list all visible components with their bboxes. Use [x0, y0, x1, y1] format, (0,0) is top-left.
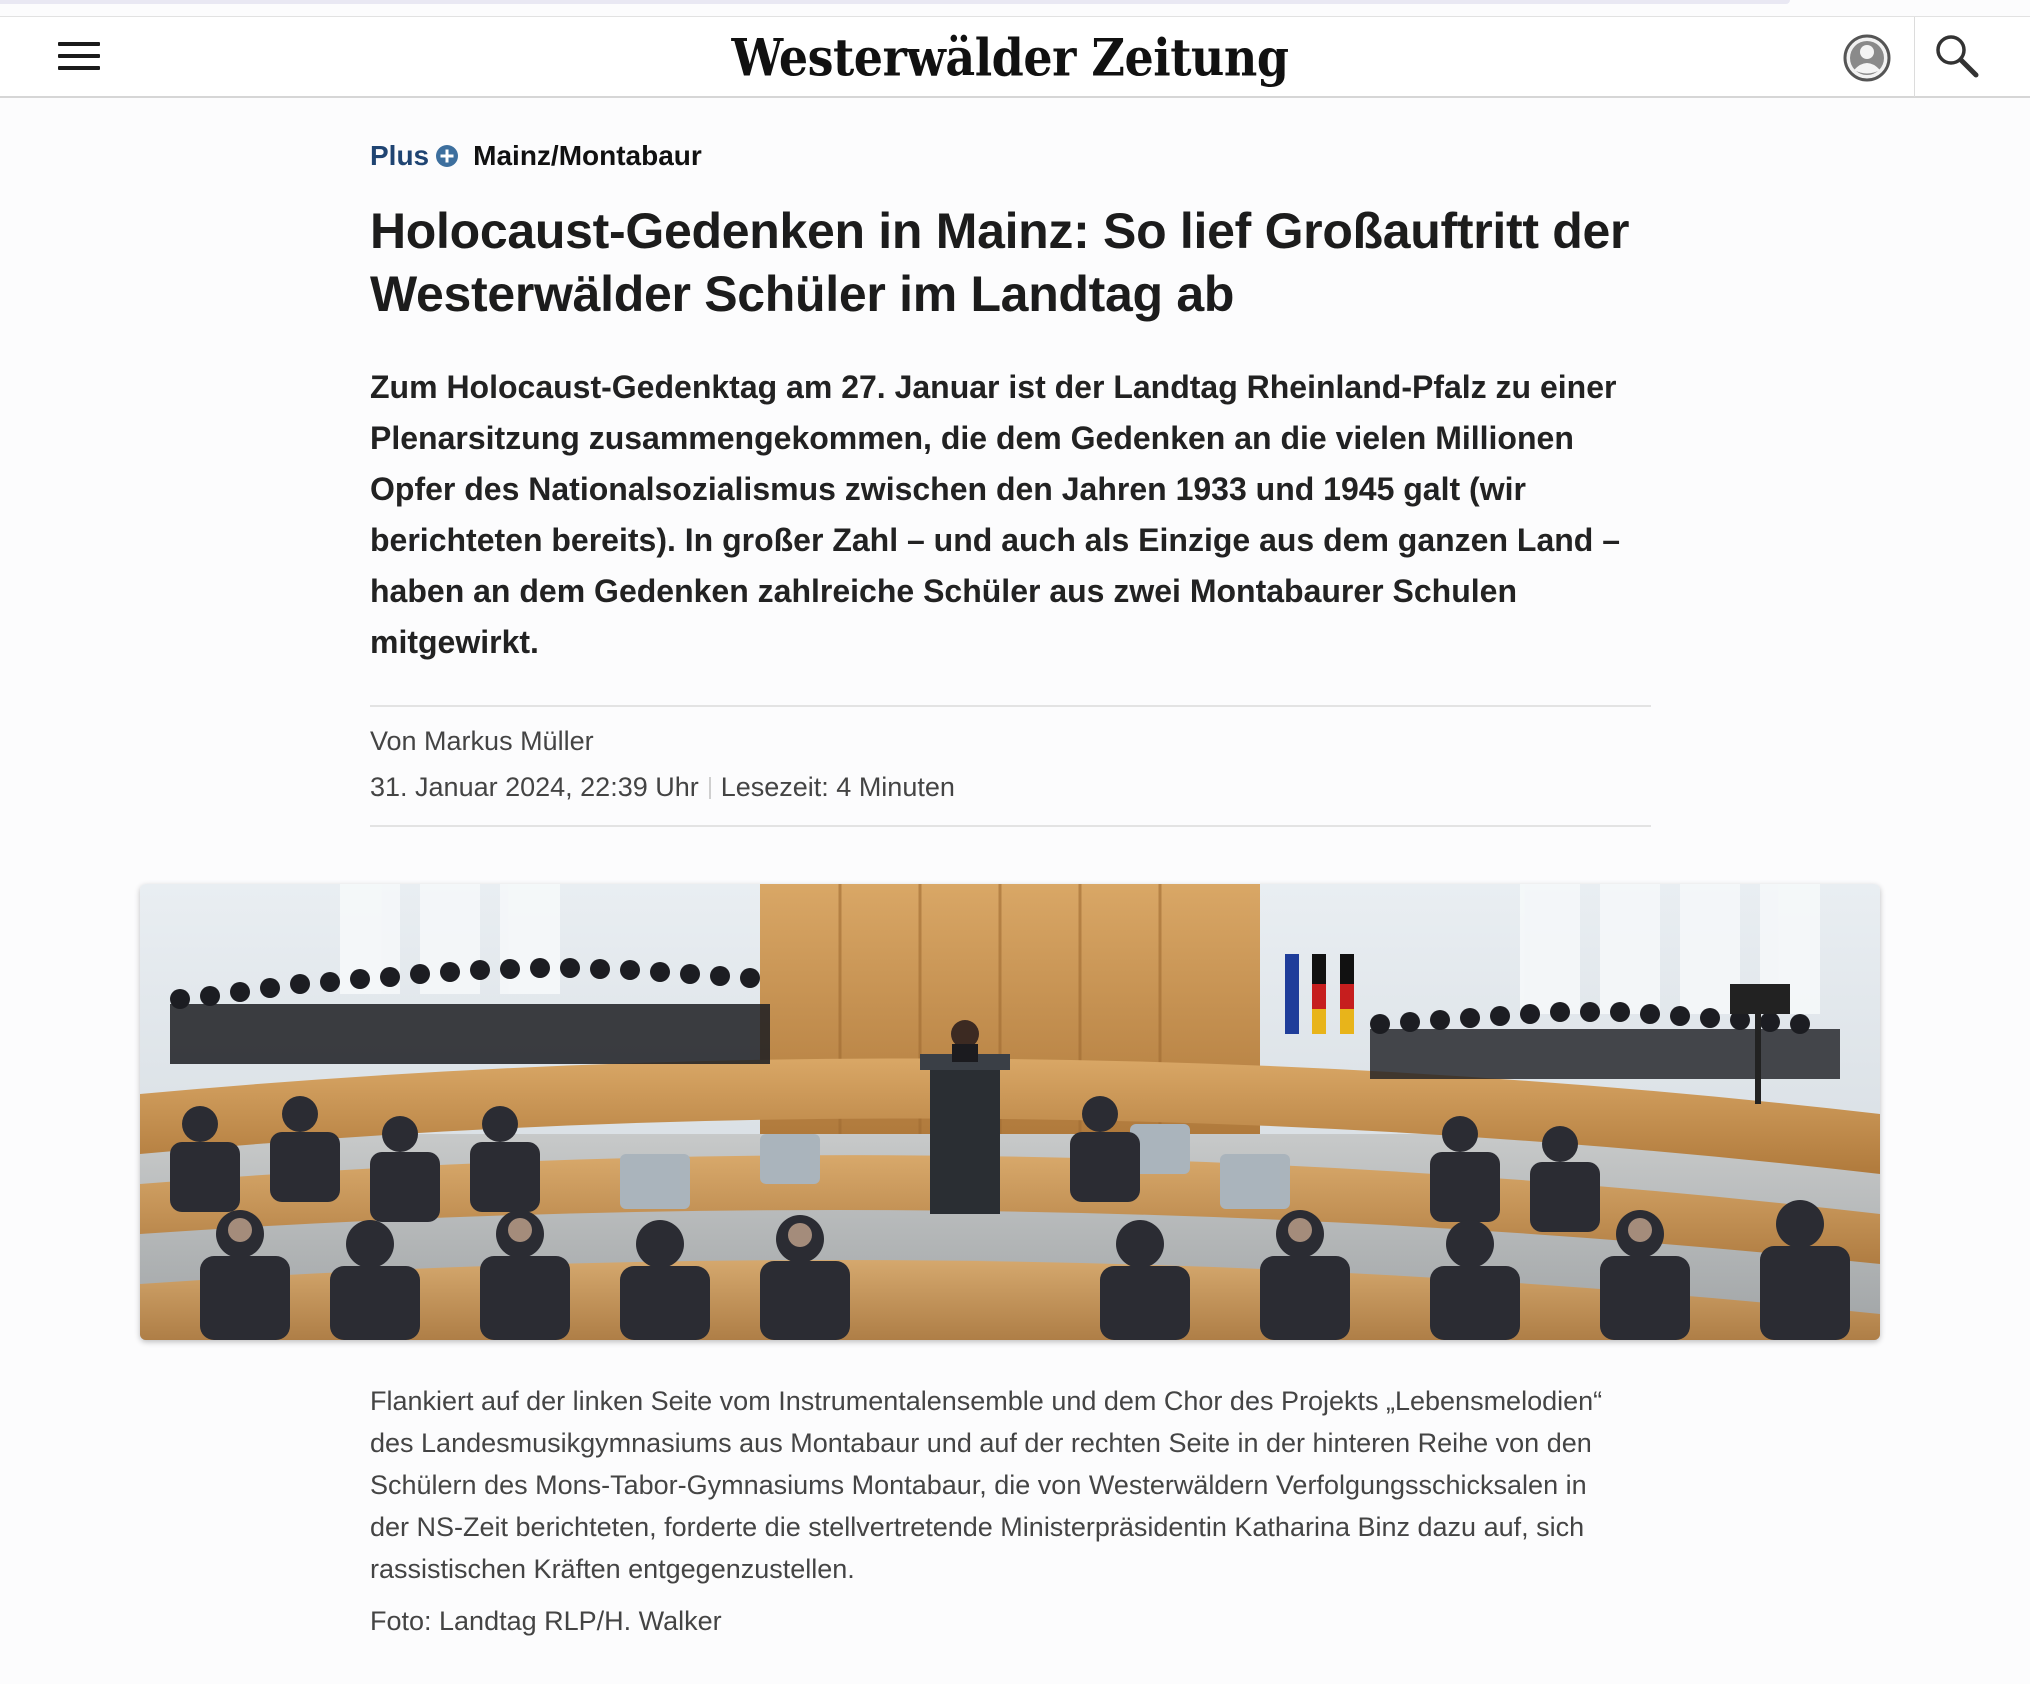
meta-separator	[709, 777, 711, 799]
article-photo[interactable]	[140, 884, 1880, 1340]
region-label[interactable]: Mainz/Montabaur	[473, 140, 702, 171]
lead-line: mitgewirkt.	[370, 624, 539, 660]
photo-credit: Foto: Landtag RLP/H. Walker	[370, 1606, 722, 1636]
caption-line: des Landesmusikgymnasiums aus Montabaur und auf der rechten Seite in der hinteren Reihe von den	[370, 1428, 1592, 1458]
caption-line: Schülern des Mons-Tabor-Gymnasiums Montabaur, die von Westerwäldern Verfolgungsschicksalen in	[370, 1470, 1587, 1500]
plus-circle-icon	[435, 144, 459, 168]
caption-line: Flankiert auf der linken Seite vom Instrumentalensemble und dem Chor des Projekts „Lebensmelodien“	[370, 1386, 1603, 1416]
article-kicker	[370, 138, 702, 174]
header-divider	[1914, 17, 1915, 97]
headline-line: Holocaust-Gedenken in Mainz: So lief Großauftritt der	[370, 203, 1630, 259]
user-account-icon[interactable]	[1842, 33, 1892, 83]
site-header	[0, 16, 2030, 98]
publish-date: 31. Januar 2024, 22:39 Uhr	[370, 772, 699, 802]
lead-line: Zum Holocaust-Gedenktag am 27. Januar ist der Landtag Rheinland-Pfalz zu einer	[370, 369, 1617, 405]
hamburger-menu-icon[interactable]	[58, 39, 102, 73]
article-meta	[370, 772, 955, 803]
photo-caption	[370, 1380, 1670, 1590]
meta-top-divider	[370, 705, 1651, 707]
caption-line: der NS-Zeit berichteten, forderte die stellvertretende Ministerpräsidentin Katharina Binz dazu auf, sich	[370, 1512, 1585, 1542]
caption-line: rassistischen Kräften entgegenzustellen.	[370, 1554, 855, 1584]
meta-bottom-divider	[370, 825, 1651, 827]
lead-line: Opfer des Nationalsozialismus zwischen den Jahren 1933 und 1945 galt (wir	[370, 471, 1526, 507]
lead-line: Plenarsitzung zusammengekommen, die dem Gedenken an die vielen Millionen	[370, 420, 1574, 456]
site-logo[interactable]: Westerwälder Zeitung	[731, 27, 1289, 88]
article-lead	[370, 362, 1660, 668]
plus-label: Plus	[370, 140, 430, 171]
author-byline: Von Markus Müller	[370, 726, 594, 756]
lead-line: berichteten bereits). In großer Zahl – und auch als Einzige aus dem ganzen Land –	[370, 522, 1621, 558]
article-headline	[370, 200, 1670, 326]
headline-line: Westerwälder Schüler im Landtag ab	[370, 266, 1235, 322]
plenary-hall-image	[140, 884, 1880, 1340]
browser-top-strip	[0, 0, 1790, 4]
lead-line: haben an dem Gedenken zahlreiche Schüler aus zwei Montabaurer Schulen	[370, 573, 1517, 609]
search-icon[interactable]	[1934, 33, 1980, 79]
reading-time: Lesezeit: 4 Minuten	[720, 772, 955, 802]
